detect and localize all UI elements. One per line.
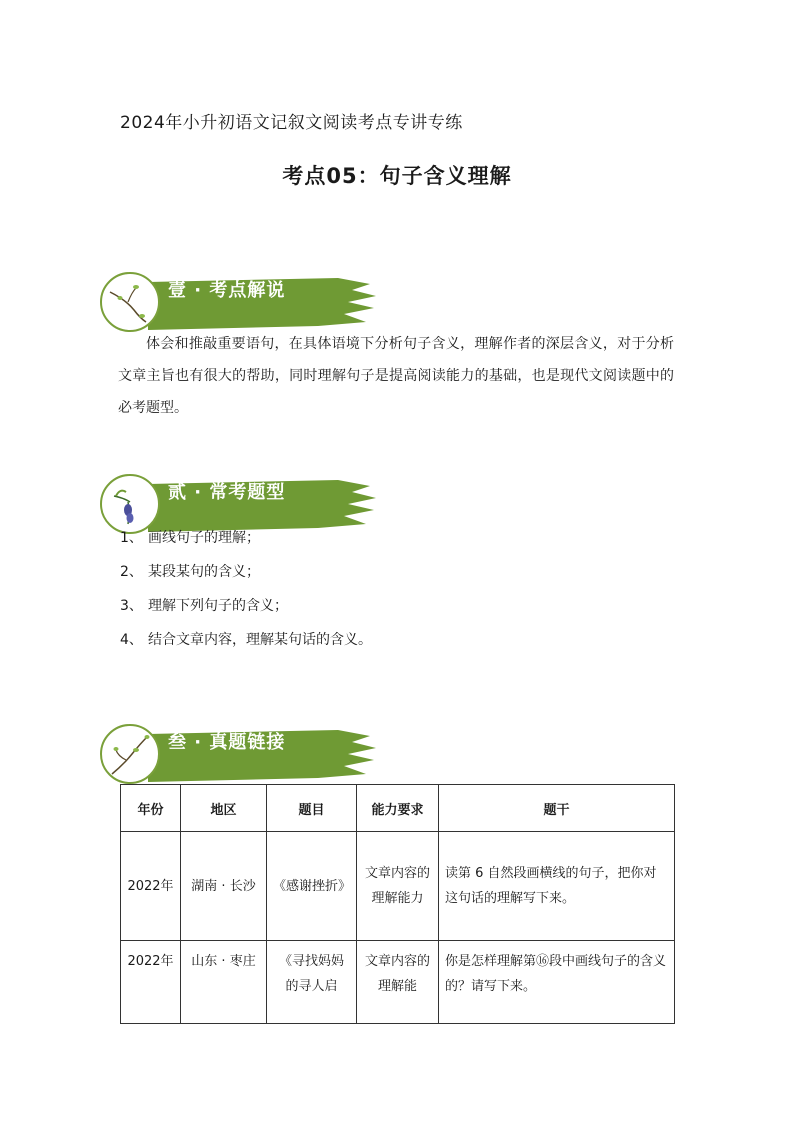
cell-question: 你是怎样理解第⑯段中画线句子的含义的？请写下来。 <box>439 941 675 1024</box>
cell-year: 2022年 <box>121 832 181 941</box>
list-item: 3、 理解下列句子的含义； <box>120 598 288 614</box>
page-title: 考点05：句子含义理解 <box>282 164 512 188</box>
cell-region: 山东 · 枣庄 <box>181 941 267 1024</box>
column-header-year: 年份 <box>121 785 181 832</box>
intro-paragraph: 体会和推敲重要语句，在具体语境下分析句子含义，理解作者的深层含义，对于分析文章主旨也有很大的帮助，同时理解句子是提高阅读能力的基础，也是现代文阅读题中的必考题型。 <box>118 336 674 416</box>
column-header-ability: 能力要求 <box>357 785 439 832</box>
cell-title: 《感谢挫折》 <box>267 832 357 941</box>
section-emblem <box>100 474 160 534</box>
branch-icon <box>106 730 154 778</box>
cell-ability: 文章内容的理解能力 <box>357 832 439 941</box>
cell-title: 《寻找妈妈的寻人启 <box>267 941 357 1024</box>
cell-ability: 文章内容的理解能 <box>357 941 439 1024</box>
section-heading: 壹 · 考点解说 <box>168 280 286 301</box>
branch-icon <box>106 278 154 326</box>
flower-icon <box>106 480 154 528</box>
document-header-title: 2024年小升初语文记叙文阅读考点专讲专练 <box>120 113 463 133</box>
column-header-question: 题干 <box>439 785 675 832</box>
list-item: 4、 结合文章内容，理解某句话的含义。 <box>120 632 372 648</box>
cell-question: 读第 6 自然段画横线的句子，把你对这句话的理解写下来。 <box>439 832 675 941</box>
list-item: 2、 某段某句的含义； <box>120 564 260 580</box>
column-header-title: 题目 <box>267 785 357 832</box>
section-emblem <box>100 724 160 784</box>
question-type-list <box>120 528 372 664</box>
cell-region: 湖南 · 长沙 <box>181 832 267 941</box>
section-heading: 叁 · 真题链接 <box>168 732 286 753</box>
table-header-row <box>121 785 675 832</box>
section-heading: 贰 · 常考题型 <box>168 482 286 503</box>
table-row <box>121 941 675 1024</box>
cell-year: 2022年 <box>121 941 181 1024</box>
past-exam-table <box>120 784 675 1024</box>
list-item: 1、 画线句子的理解； <box>120 530 260 546</box>
column-header-region: 地区 <box>181 785 267 832</box>
section-banner-past-exams <box>98 722 378 792</box>
section-emblem <box>100 272 160 332</box>
table-row <box>121 832 675 941</box>
